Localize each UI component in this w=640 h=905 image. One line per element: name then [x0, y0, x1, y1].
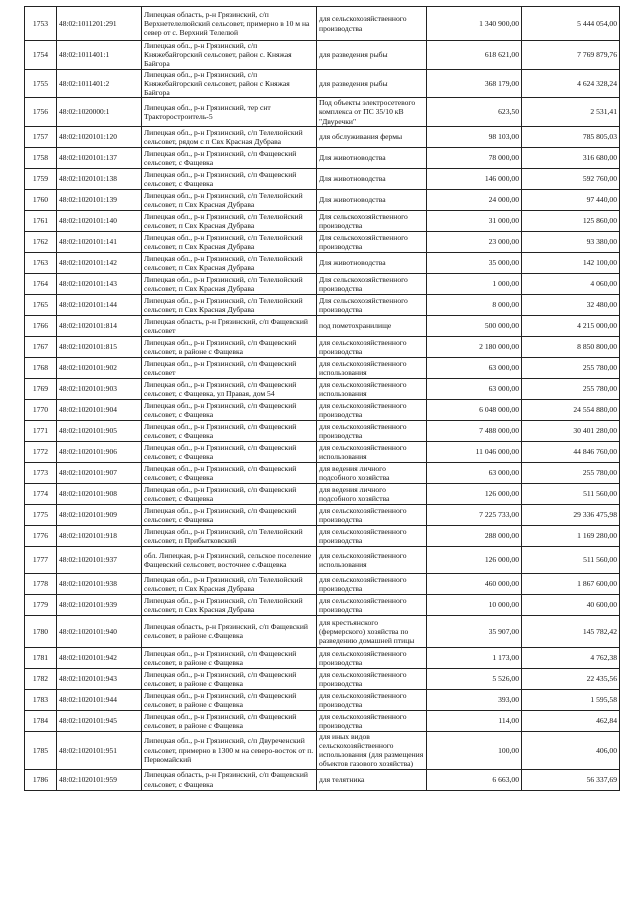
- cadastral-cost-cell: 56 337,69: [522, 769, 620, 790]
- area-value-cell: 500 000,00: [427, 315, 522, 336]
- cadastral-cost-cell: 24 554 880,00: [522, 399, 620, 420]
- permitted-use-cell: для разведения рыбы: [317, 69, 427, 98]
- row-number-cell: 1764: [25, 273, 57, 294]
- cadastral-cost-cell: 30 401 280,00: [522, 420, 620, 441]
- row-number-cell: 1761: [25, 210, 57, 231]
- cadastral-number-cell: 48:02:1020101:942: [57, 647, 142, 668]
- permitted-use-cell: для ведения личного подсобного хозяйства: [317, 483, 427, 504]
- permitted-use-cell: для сельскохозяйственного производства: [317, 420, 427, 441]
- permitted-use-cell: для сельскохозяйственного производства: [317, 504, 427, 525]
- cadastral-cost-cell: 316 680,00: [522, 147, 620, 168]
- permitted-use-cell: Для сельскохозяйственного производства: [317, 231, 427, 252]
- permitted-use-cell: Для животноводства: [317, 252, 427, 273]
- address-cell: Липецкая область, р-н Грязинский, с/п Фащевский сельсовет, с Фащевка: [142, 769, 317, 790]
- table-row: [25, 273, 620, 294]
- cadastral-number-cell: 48:02:1020101:908: [57, 483, 142, 504]
- table-row: [25, 647, 620, 668]
- address-cell: Липецкая область, р-н Грязинский, с/п Фащевский сельсовет: [142, 315, 317, 336]
- area-value-cell: 63 000,00: [427, 357, 522, 378]
- area-value-cell: 460 000,00: [427, 573, 522, 594]
- row-number-cell: 1768: [25, 357, 57, 378]
- row-number-cell: 1754: [25, 41, 57, 70]
- address-cell: Липецкая обл., р-н Грязинский, с/п Княжебайгорский сельсовет, район с. Княжая Байгора: [142, 41, 317, 70]
- area-value-cell: 24 000,00: [427, 189, 522, 210]
- address-cell: Липецкая обл., р-н Грязинский, с/п Телелюйский сельсовет, п Свх Красная Дубрава: [142, 231, 317, 252]
- address-cell: Липецкая обл., р-н Грязинский, с/п Телелюйский сельсовет, п Свх Красная Дубрава: [142, 573, 317, 594]
- area-value-cell: 31 000,00: [427, 210, 522, 231]
- address-cell: Липецкая обл., р-н Грязинский, с/п Фащевский сельсовет, с Фащевка: [142, 441, 317, 462]
- address-cell: Липецкая обл., р-н Грязинский, с/п Фащевский сельсовет, в районе с Фащевка: [142, 336, 317, 357]
- cadastral-cost-cell: 4 060,00: [522, 273, 620, 294]
- table-row: [25, 378, 620, 399]
- cadastral-number-cell: 48:02:1020101:937: [57, 546, 142, 573]
- row-number-cell: 1778: [25, 573, 57, 594]
- table-row: [25, 7, 620, 41]
- permitted-use-cell: для сельскохозяйственного использования: [317, 546, 427, 573]
- area-value-cell: 78 000,00: [427, 147, 522, 168]
- permitted-use-cell: для сельскохозяйственного производства: [317, 336, 427, 357]
- cadastral-cost-cell: 1 169 280,00: [522, 525, 620, 546]
- table-row: [25, 252, 620, 273]
- cadastral-number-cell: 48:02:1020101:814: [57, 315, 142, 336]
- area-value-cell: 63 000,00: [427, 462, 522, 483]
- cadastral-cost-cell: 785 805,03: [522, 126, 620, 147]
- address-cell: обл. Липецкая, р-н Грязинский, сельское поселение Фащевский сельсовет, восточнее с.Фащевка: [142, 546, 317, 573]
- permitted-use-cell: Для сельскохозяйственного производства: [317, 210, 427, 231]
- cadastral-cost-cell: 462,84: [522, 710, 620, 731]
- row-number-cell: 1767: [25, 336, 57, 357]
- address-cell: Липецкая обл., р-н Грязинский, с/п Фащевский сельсовет, с Фащевка: [142, 420, 317, 441]
- cadastral-number-cell: 48:02:1020101:141: [57, 231, 142, 252]
- table-row: [25, 189, 620, 210]
- address-cell: Липецкая обл., р-н Грязинский, с/п Фащевский сельсовет: [142, 357, 317, 378]
- table-row: [25, 769, 620, 790]
- cadastral-number-cell: 48:02:1020101:944: [57, 689, 142, 710]
- cadastral-cost-cell: 125 860,00: [522, 210, 620, 231]
- cadastral-cost-cell: 44 846 760,00: [522, 441, 620, 462]
- area-value-cell: 98 103,00: [427, 126, 522, 147]
- area-value-cell: 35 000,00: [427, 252, 522, 273]
- cadastral-number-cell: 48:02:1020101:943: [57, 668, 142, 689]
- cadastral-number-cell: 48:02:1020101:143: [57, 273, 142, 294]
- row-number-cell: 1784: [25, 710, 57, 731]
- cadastral-cost-cell: 4 762,38: [522, 647, 620, 668]
- area-value-cell: 368 179,00: [427, 69, 522, 98]
- row-number-cell: 1782: [25, 668, 57, 689]
- row-number-cell: 1762: [25, 231, 57, 252]
- address-cell: Липецкая обл., р-н Грязинский, с/п Фащевский сельсовет, в районе с Фащевка: [142, 689, 317, 710]
- address-cell: Липецкая обл., р-н Грязинский, с/п Телелюйский сельсовет, п Свх Красная Дубрава: [142, 294, 317, 315]
- address-cell: Липецкая обл., р-н Грязинский, с/п Телелюйский сельсовет, п Свх Красная Дубрава: [142, 252, 317, 273]
- table-row: [25, 231, 620, 252]
- cadastral-number-cell: 48:02:1011401:1: [57, 41, 142, 70]
- area-value-cell: 114,00: [427, 710, 522, 731]
- table-row: [25, 294, 620, 315]
- table-row: [25, 525, 620, 546]
- permitted-use-cell: для ведения личного подсобного хозяйства: [317, 462, 427, 483]
- row-number-cell: 1779: [25, 594, 57, 615]
- area-value-cell: 8 000,00: [427, 294, 522, 315]
- cadastral-number-cell: 48:02:1020101:137: [57, 147, 142, 168]
- address-cell: Липецкая обл., р-н Грязинский, с/п Фащевский сельсовет, с Фащевка: [142, 504, 317, 525]
- row-number-cell: 1757: [25, 126, 57, 147]
- address-cell: Липецкая область, р-н Грязинский, с/п Верхнетелелюйский сельсовет, примерно в 10 м на север от с. Верхний Телелюй: [142, 7, 317, 41]
- table-row: [25, 357, 620, 378]
- cadastral-number-cell: 48:02:1020101:905: [57, 420, 142, 441]
- table-row: [25, 546, 620, 573]
- cadastral-number-cell: 48:02:1020101:909: [57, 504, 142, 525]
- permitted-use-cell: под пометохранилище: [317, 315, 427, 336]
- cadastral-cost-cell: 22 435,56: [522, 668, 620, 689]
- land-plots-table: [24, 6, 620, 791]
- cadastral-number-cell: 48:02:1020101:144: [57, 294, 142, 315]
- area-value-cell: 35 907,00: [427, 615, 522, 647]
- cadastral-number-cell: 48:02:1020101:951: [57, 731, 142, 769]
- area-value-cell: 146 000,00: [427, 168, 522, 189]
- row-number-cell: 1780: [25, 615, 57, 647]
- address-cell: Липецкая обл., р-н Грязинский, с/п Фащевский сельсовет, с Фащевка, ул Правая, дом 54: [142, 378, 317, 399]
- address-cell: Липецкая область, р-н Грязинский, с/п Фащевский сельсовет, в районе с.Фащевка: [142, 615, 317, 647]
- area-value-cell: 623,50: [427, 98, 522, 127]
- row-number-cell: 1759: [25, 168, 57, 189]
- address-cell: Липецкая обл., р-н Грязинский, с/п Княжебайгорский сельсовет, район с Княжая Байгора: [142, 69, 317, 98]
- row-number-cell: 1771: [25, 420, 57, 441]
- permitted-use-cell: для сельскохозяйственного производства: [317, 7, 427, 41]
- permitted-use-cell: для сельскохозяйственного использования: [317, 441, 427, 462]
- permitted-use-cell: для сельскохозяйственного производства: [317, 594, 427, 615]
- area-value-cell: 1 000,00: [427, 273, 522, 294]
- table-body: [25, 7, 620, 791]
- cadastral-number-cell: 48:02:1020101:138: [57, 168, 142, 189]
- area-value-cell: 6 048 000,00: [427, 399, 522, 420]
- address-cell: Липецкая обл., р-н Грязинский, с/п Фащевский сельсовет, с Фащевка: [142, 168, 317, 189]
- permitted-use-cell: для сельскохозяйственного производства: [317, 525, 427, 546]
- table-row: [25, 615, 620, 647]
- row-number-cell: 1783: [25, 689, 57, 710]
- table-row: [25, 168, 620, 189]
- row-number-cell: 1774: [25, 483, 57, 504]
- row-number-cell: 1753: [25, 7, 57, 41]
- table-row: [25, 210, 620, 231]
- permitted-use-cell: для сельскохозяйственного производства: [317, 399, 427, 420]
- cadastral-cost-cell: 142 100,00: [522, 252, 620, 273]
- area-value-cell: 10 000,00: [427, 594, 522, 615]
- cadastral-cost-cell: 8 850 800,00: [522, 336, 620, 357]
- cadastral-number-cell: 48:02:1020101:939: [57, 594, 142, 615]
- address-cell: Липецкая обл., р-н Грязинский, с/п Телелюйский сельсовет, п Свх Красная Дубрава: [142, 594, 317, 615]
- address-cell: Липецкая обл., р-н Грязинский, с/п Фащевский сельсовет, с Фащевка: [142, 483, 317, 504]
- row-number-cell: 1781: [25, 647, 57, 668]
- address-cell: Липецкая обл., р-н Грязинский, с/п Двуреченский сельсовет, примерно в 1300 м на северо-восток от п. Первомайский: [142, 731, 317, 769]
- cadastral-cost-cell: 592 760,00: [522, 168, 620, 189]
- area-value-cell: 5 526,00: [427, 668, 522, 689]
- cadastral-number-cell: 48:02:1020101:907: [57, 462, 142, 483]
- row-number-cell: 1763: [25, 252, 57, 273]
- permitted-use-cell: для обслуживания фермы: [317, 126, 427, 147]
- table-row: [25, 41, 620, 70]
- address-cell: Липецкая обл., р-н Грязинский, с/п Фащевский сельсовет, с Фащевка: [142, 462, 317, 483]
- row-number-cell: 1785: [25, 731, 57, 769]
- cadastral-cost-cell: 97 440,00: [522, 189, 620, 210]
- cadastral-cost-cell: 511 560,00: [522, 546, 620, 573]
- cadastral-number-cell: 48:02:1020101:918: [57, 525, 142, 546]
- row-number-cell: 1755: [25, 69, 57, 98]
- table-row: [25, 441, 620, 462]
- permitted-use-cell: Для сельскохозяйственного производства: [317, 273, 427, 294]
- area-value-cell: 23 000,00: [427, 231, 522, 252]
- permitted-use-cell: Для животноводства: [317, 168, 427, 189]
- row-number-cell: 1766: [25, 315, 57, 336]
- row-number-cell: 1760: [25, 189, 57, 210]
- cadastral-cost-cell: 2 531,41: [522, 98, 620, 127]
- address-cell: Липецкая обл., р-н Грязинский, с/п Телелюйский сельсовет, рядом с п Свх Красная Дубрава: [142, 126, 317, 147]
- cadastral-cost-cell: 40 600,00: [522, 594, 620, 615]
- cadastral-cost-cell: 511 560,00: [522, 483, 620, 504]
- permitted-use-cell: для разведения рыбы: [317, 41, 427, 70]
- permitted-use-cell: для сельскохозяйственного производства: [317, 573, 427, 594]
- table-row: [25, 594, 620, 615]
- cadastral-cost-cell: 255 780,00: [522, 357, 620, 378]
- row-number-cell: 1775: [25, 504, 57, 525]
- cadastral-number-cell: 48:02:1011401:2: [57, 69, 142, 98]
- area-value-cell: 1 173,00: [427, 647, 522, 668]
- permitted-use-cell: Под объекты электросетевого комплекса от ПС 35/10 кВ "Двуречки": [317, 98, 427, 127]
- area-value-cell: 2 180 000,00: [427, 336, 522, 357]
- area-value-cell: 126 000,00: [427, 483, 522, 504]
- cadastral-cost-cell: 255 780,00: [522, 378, 620, 399]
- address-cell: Липецкая обл., р-н Грязинский, с/п Телелюйский сельсовет, п Свх Красная Дубрава: [142, 210, 317, 231]
- row-number-cell: 1758: [25, 147, 57, 168]
- row-number-cell: 1769: [25, 378, 57, 399]
- cadastral-cost-cell: 1 867 600,00: [522, 573, 620, 594]
- permitted-use-cell: для сельскохозяйственного использования: [317, 378, 427, 399]
- row-number-cell: 1765: [25, 294, 57, 315]
- table-row: [25, 98, 620, 127]
- area-value-cell: 6 663,00: [427, 769, 522, 790]
- permitted-use-cell: Для животноводства: [317, 189, 427, 210]
- row-number-cell: 1776: [25, 525, 57, 546]
- permitted-use-cell: для сельскохозяйственного производства: [317, 647, 427, 668]
- table-row: [25, 668, 620, 689]
- permitted-use-cell: для сельскохозяйственного производства: [317, 710, 427, 731]
- cadastral-cost-cell: 145 782,42: [522, 615, 620, 647]
- table-row: [25, 420, 620, 441]
- table-row: [25, 462, 620, 483]
- area-value-cell: 100,00: [427, 731, 522, 769]
- table-row: [25, 315, 620, 336]
- cadastral-number-cell: 48:02:1020101:940: [57, 615, 142, 647]
- document-page: [24, 6, 619, 791]
- cadastral-cost-cell: 255 780,00: [522, 462, 620, 483]
- address-cell: Липецкая обл., р-н Грязинский, с/п Фащевский сельсовет, с Фащевка: [142, 147, 317, 168]
- table-row: [25, 399, 620, 420]
- permitted-use-cell: для телятника: [317, 769, 427, 790]
- cadastral-number-cell: 48:02:1020101:139: [57, 189, 142, 210]
- row-number-cell: 1777: [25, 546, 57, 573]
- cadastral-cost-cell: 5 444 054,00: [522, 7, 620, 41]
- cadastral-number-cell: 48:02:1020101:903: [57, 378, 142, 399]
- cadastral-number-cell: 48:02:1020101:142: [57, 252, 142, 273]
- area-value-cell: 393,00: [427, 689, 522, 710]
- table-row: [25, 126, 620, 147]
- address-cell: Липецкая обл., р-н Грязинский, с/п Фащевский сельсовет, с Фащевка: [142, 399, 317, 420]
- area-value-cell: 1 340 900,00: [427, 7, 522, 41]
- row-number-cell: 1756: [25, 98, 57, 127]
- cadastral-cost-cell: 1 595,58: [522, 689, 620, 710]
- row-number-cell: 1770: [25, 399, 57, 420]
- cadastral-number-cell: 48:02:1020101:902: [57, 357, 142, 378]
- table-row: [25, 336, 620, 357]
- permitted-use-cell: для сельскохозяйственного производства: [317, 668, 427, 689]
- cadastral-number-cell: 48:02:1020101:906: [57, 441, 142, 462]
- area-value-cell: 63 000,00: [427, 378, 522, 399]
- area-value-cell: 7 488 000,00: [427, 420, 522, 441]
- area-value-cell: 288 000,00: [427, 525, 522, 546]
- area-value-cell: 126 000,00: [427, 546, 522, 573]
- table-row: [25, 731, 620, 769]
- permitted-use-cell: Для сельскохозяйственного производства: [317, 294, 427, 315]
- cadastral-number-cell: 48:02:1020101:904: [57, 399, 142, 420]
- row-number-cell: 1772: [25, 441, 57, 462]
- cadastral-cost-cell: 406,00: [522, 731, 620, 769]
- cadastral-number-cell: 48:02:1020101:140: [57, 210, 142, 231]
- table-row: [25, 483, 620, 504]
- cadastral-cost-cell: 4 624 328,24: [522, 69, 620, 98]
- cadastral-number-cell: 48:02:1020101:938: [57, 573, 142, 594]
- address-cell: Липецкая обл., р-н Грязинский, с/п Фащевский сельсовет, в районе с Фащевка: [142, 647, 317, 668]
- table-row: [25, 69, 620, 98]
- permitted-use-cell: Для животноводства: [317, 147, 427, 168]
- cadastral-cost-cell: 93 380,00: [522, 231, 620, 252]
- cadastral-cost-cell: 4 215 000,00: [522, 315, 620, 336]
- cadastral-number-cell: 48:02:1020101:815: [57, 336, 142, 357]
- permitted-use-cell: для сельскохозяйственного использования: [317, 357, 427, 378]
- cadastral-cost-cell: 7 769 879,76: [522, 41, 620, 70]
- area-value-cell: 618 621,00: [427, 41, 522, 70]
- area-value-cell: 7 225 733,00: [427, 504, 522, 525]
- row-number-cell: 1773: [25, 462, 57, 483]
- table-row: [25, 710, 620, 731]
- address-cell: Липецкая обл., р-н Грязинский, с/п Фащевский сельсовет, в районе с Фащевка: [142, 668, 317, 689]
- permitted-use-cell: для иных видов сельскохозяйственного использования (для размещения объектов газового хозяйства): [317, 731, 427, 769]
- cadastral-number-cell: 48:02:1011201:291: [57, 7, 142, 41]
- row-number-cell: 1786: [25, 769, 57, 790]
- cadastral-number-cell: 48:02:1020101:959: [57, 769, 142, 790]
- table-row: [25, 573, 620, 594]
- cadastral-number-cell: 48:02:1020000:1: [57, 98, 142, 127]
- table-row: [25, 689, 620, 710]
- address-cell: Липецкая обл., р-н Грязинский, с/п Телелюйский сельсовет, п Свх Красная Дубрава: [142, 273, 317, 294]
- cadastral-cost-cell: 29 336 475,98: [522, 504, 620, 525]
- address-cell: Липецкая обл., р-н Грязинский, с/п Телелюйский сельсовет, п Прибытковский: [142, 525, 317, 546]
- address-cell: Липецкая обл., р-н Грязинский, с/п Телелюйский сельсовет, п Свх Красная Дубрава: [142, 189, 317, 210]
- address-cell: Липецкая обл., р-н Грязинский, тер снт Тракторостроитель-5: [142, 98, 317, 127]
- cadastral-cost-cell: 32 480,00: [522, 294, 620, 315]
- permitted-use-cell: для крестьянского (фермерского) хозяйства по разведению домашней птицы: [317, 615, 427, 647]
- cadastral-number-cell: 48:02:1020101:945: [57, 710, 142, 731]
- area-value-cell: 11 046 000,00: [427, 441, 522, 462]
- table-row: [25, 504, 620, 525]
- cadastral-number-cell: 48:02:1020101:120: [57, 126, 142, 147]
- table-row: [25, 147, 620, 168]
- address-cell: Липецкая обл., р-н Грязинский, с/п Фащевский сельсовет, в районе с Фащевка: [142, 710, 317, 731]
- permitted-use-cell: для сельскохозяйственного производства: [317, 689, 427, 710]
